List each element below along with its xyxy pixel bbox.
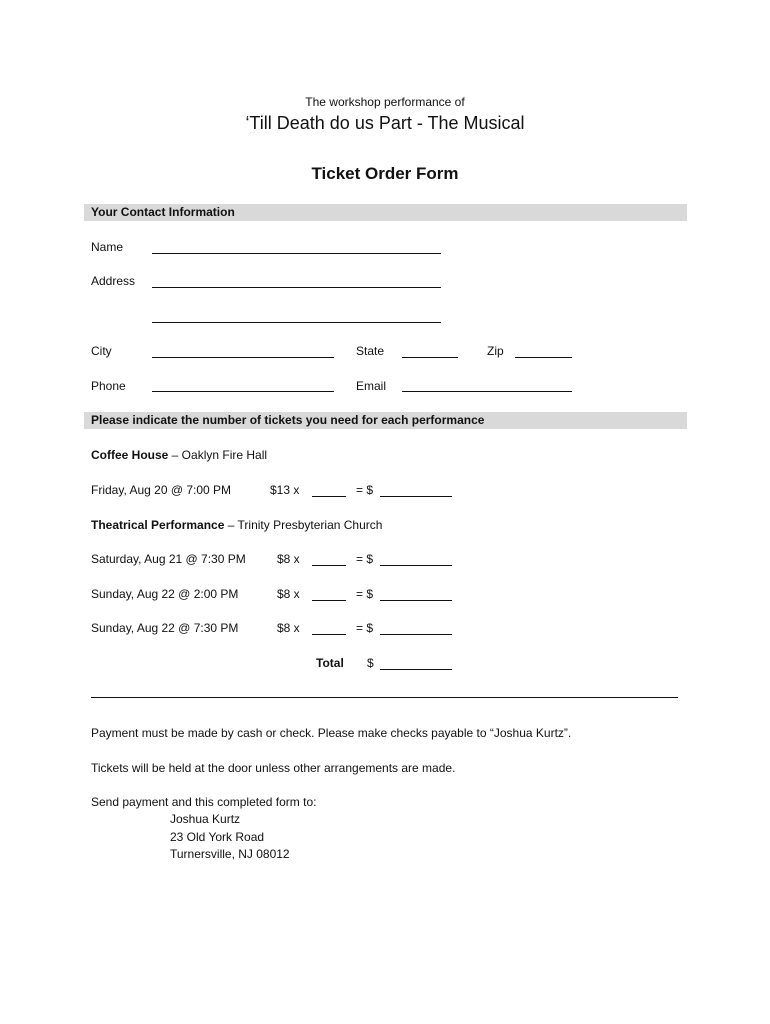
intro-text: The workshop performance of (305, 95, 465, 109)
show-2-price: $8 x (277, 587, 300, 601)
coffee-house-price: $13 x (270, 483, 300, 497)
show-3-qty-field[interactable] (312, 634, 346, 635)
zip-field[interactable] (515, 357, 572, 358)
mailing-street: 23 Old York Road (170, 830, 265, 844)
theatrical-heading: Theatrical Performance – Trinity Presbyterian Church (91, 518, 383, 532)
address-field-line-2[interactable] (152, 322, 441, 323)
payment-note: Payment must be made by cash or check. Please make checks payable to “Joshua Kurtz”. (91, 726, 572, 740)
show-3-price: $8 x (277, 621, 300, 635)
show-1-amount-field[interactable] (380, 565, 452, 566)
city-label: City (91, 344, 112, 358)
show-2-amount-field[interactable] (380, 600, 452, 601)
address-label: Address (91, 274, 136, 288)
section-divider (91, 697, 678, 698)
show-3-equals: = $ (356, 621, 374, 635)
address-field-line-1[interactable] (152, 287, 441, 288)
show-1-date: Saturday, Aug 21 @ 7:30 PM (91, 552, 246, 566)
mailing-name: Joshua Kurtz (170, 812, 241, 826)
coffee-house-date: Friday, Aug 20 @ 7:00 PM (91, 483, 232, 497)
mailing-city: Turnersville, NJ 08012 (170, 847, 290, 861)
coffee-house-heading: Coffee House – Oaklyn Fire Hall (91, 448, 268, 462)
contact-section-title: Your Contact Information (91, 205, 235, 219)
show-3-amount-field[interactable] (380, 634, 452, 635)
contact-section-header (84, 204, 687, 221)
show-1-price: $8 x (277, 552, 300, 566)
show-2-equals: = $ (356, 587, 374, 601)
held-note: Tickets will be held at the door unless other arrangements are made. (91, 761, 456, 775)
state-field[interactable] (402, 357, 458, 358)
send-note: Send payment and this completed form to: (91, 795, 317, 809)
email-field[interactable] (402, 391, 572, 392)
show-2-qty-field[interactable] (312, 600, 346, 601)
state-label: State (356, 344, 385, 358)
show-3-date: Sunday, Aug 22 @ 7:30 PM (91, 621, 239, 635)
phone-field[interactable] (152, 391, 334, 392)
total-dollar-sign: $ (367, 656, 374, 670)
show-1-qty-field[interactable] (312, 565, 346, 566)
total-label: Total (316, 656, 344, 670)
show-2-date: Sunday, Aug 22 @ 2:00 PM (91, 587, 239, 601)
tickets-section-header (84, 412, 687, 429)
coffee-house-equals: = $ (356, 483, 374, 497)
coffee-house-qty-field[interactable] (312, 496, 346, 497)
tickets-section-title: Please indicate the number of tickets you need for each performance (91, 413, 485, 427)
show-1-equals: = $ (356, 552, 374, 566)
total-amount-field[interactable] (380, 669, 452, 670)
email-label: Email (356, 379, 387, 393)
name-field[interactable] (152, 253, 441, 254)
show-title: ‘Till Death do us Part - The Musical (245, 113, 525, 133)
form-title: Ticket Order Form (311, 164, 459, 183)
zip-label: Zip (487, 344, 504, 358)
city-field[interactable] (152, 357, 334, 358)
coffee-house-amount-field[interactable] (380, 496, 452, 497)
name-label: Name (91, 240, 124, 254)
phone-label: Phone (91, 379, 126, 393)
